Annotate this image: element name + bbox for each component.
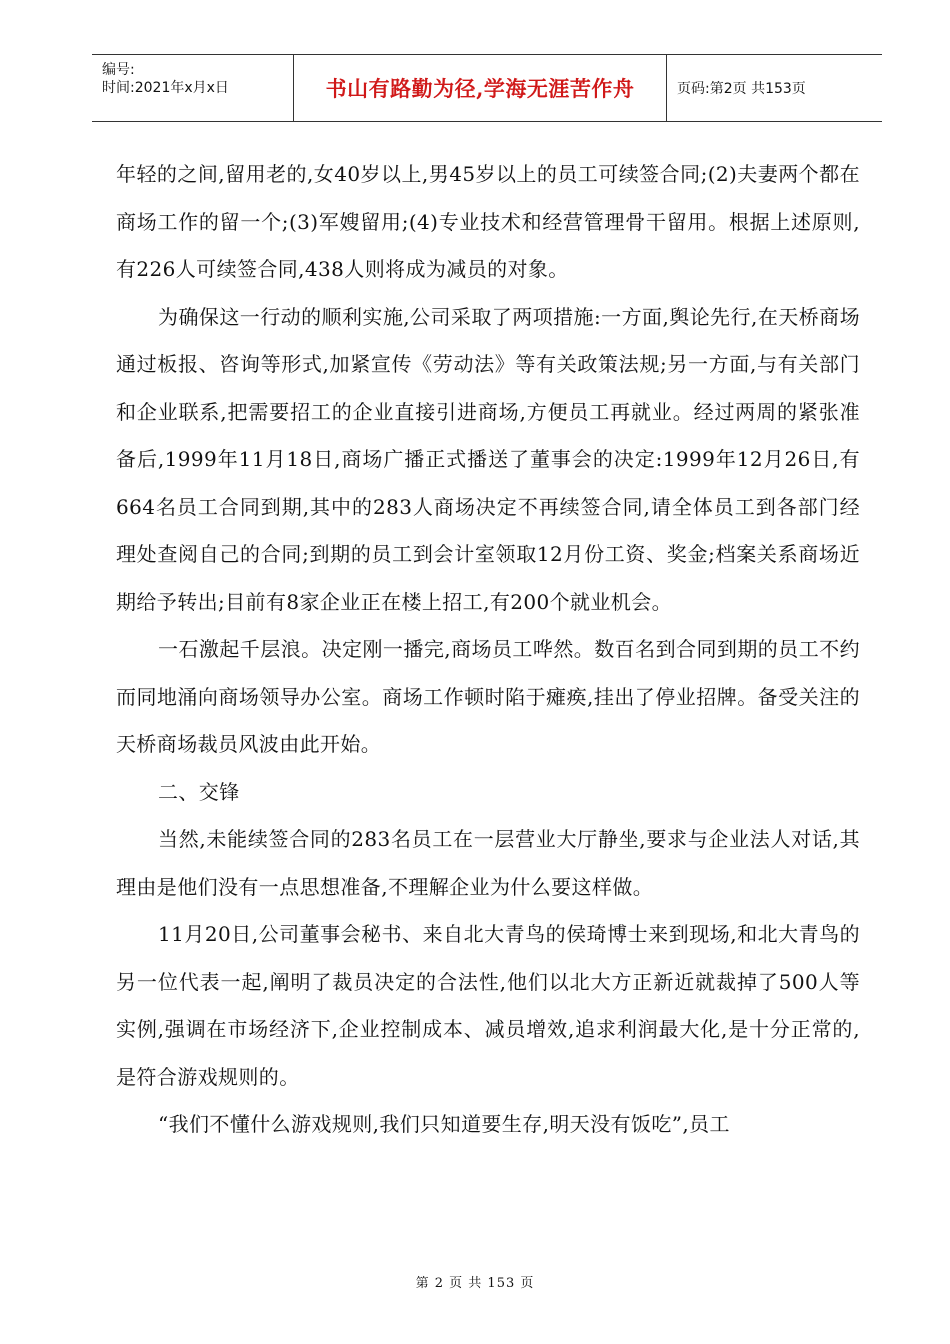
document-body [116, 151, 860, 1149]
header-motto: 书山有路勤为径,学海无涯苦作舟 [293, 55, 667, 121]
paragraph-1: 年轻的之间,留用老的,女40岁以上,男45岁以上的员工可续签合同;(2)夫妻两个都在商场工作的留一个;(3)军嫂留用;(4)专业技术和经营管理骨干留用。根据上述原则,有226人可续签合同,438人则将成为减员的对象。 [116, 162, 860, 281]
paragraph-3: 一石激起千层浪。决定刚一播完,商场员工哗然。数百名到合同到期的员工不约而同地涌向商场领导办公室。商场工作顿时陷于瘫痪,挂出了停业招牌。备受关注的天桥商场裁员风波由此开始。 [116, 637, 860, 756]
page-header [92, 54, 882, 122]
header-meta [92, 55, 293, 121]
paragraph-6: “我们不懂什么游戏规则,我们只知道要生存,明天没有饭吃”,员工 [158, 1112, 730, 1136]
section-heading: 二、交锋 [158, 779, 240, 804]
paragraph-5: 11月20日,公司董事会秘书、来自北大青鸟的侯琦博士来到现场,和北大青鸟的另一位代表一起,阐明了裁员决定的合法性,他们以北大方正新近就裁掉了500人等实例,强调在市场经济下,企业控制成本、减员增效,追求利润最大化,是十分正常的,是符合游戏规则的。 [116, 922, 860, 1089]
time-label: 时间:2021年x月x日 [102, 80, 229, 96]
paragraph-2: 为确保这一行动的顺利实施,公司采取了两项措施:一方面,舆论先行,在天桥商场通过板报、咨询等形式,加紧宣传《劳动法》等有关政策法规;另一方面,与有关部门和企业联系,把需要招工的企业直接引进商场,方便员工再就业。经过两周的紧张准备后,1999年11月18日,商场广播正式播送了董事会的决定:1999年12月26日,有664名员工合同到期,其中的283人商场决定不再续签合同,请全体员工到各部门经理处查阅自己的合同;到期的员工到会计室领取12月份工资、奖金;档案关系商场近期给予转出;目前有8家企业正在楼上招工,有200个就业机会。 [116, 304, 860, 614]
page-footer: 第 2 页 共 153 页 [415, 1276, 535, 1291]
paragraph-4: 当然,未能续签合同的283名员工在一层营业大厅静坐,要求与企业法人对话,其理由是他们没有一点思想准备,不理解企业为什么要这样做。 [116, 827, 860, 899]
header-page-info: 页码:第2页 共153页 [677, 81, 806, 97]
number-label: 编号: [102, 62, 135, 78]
